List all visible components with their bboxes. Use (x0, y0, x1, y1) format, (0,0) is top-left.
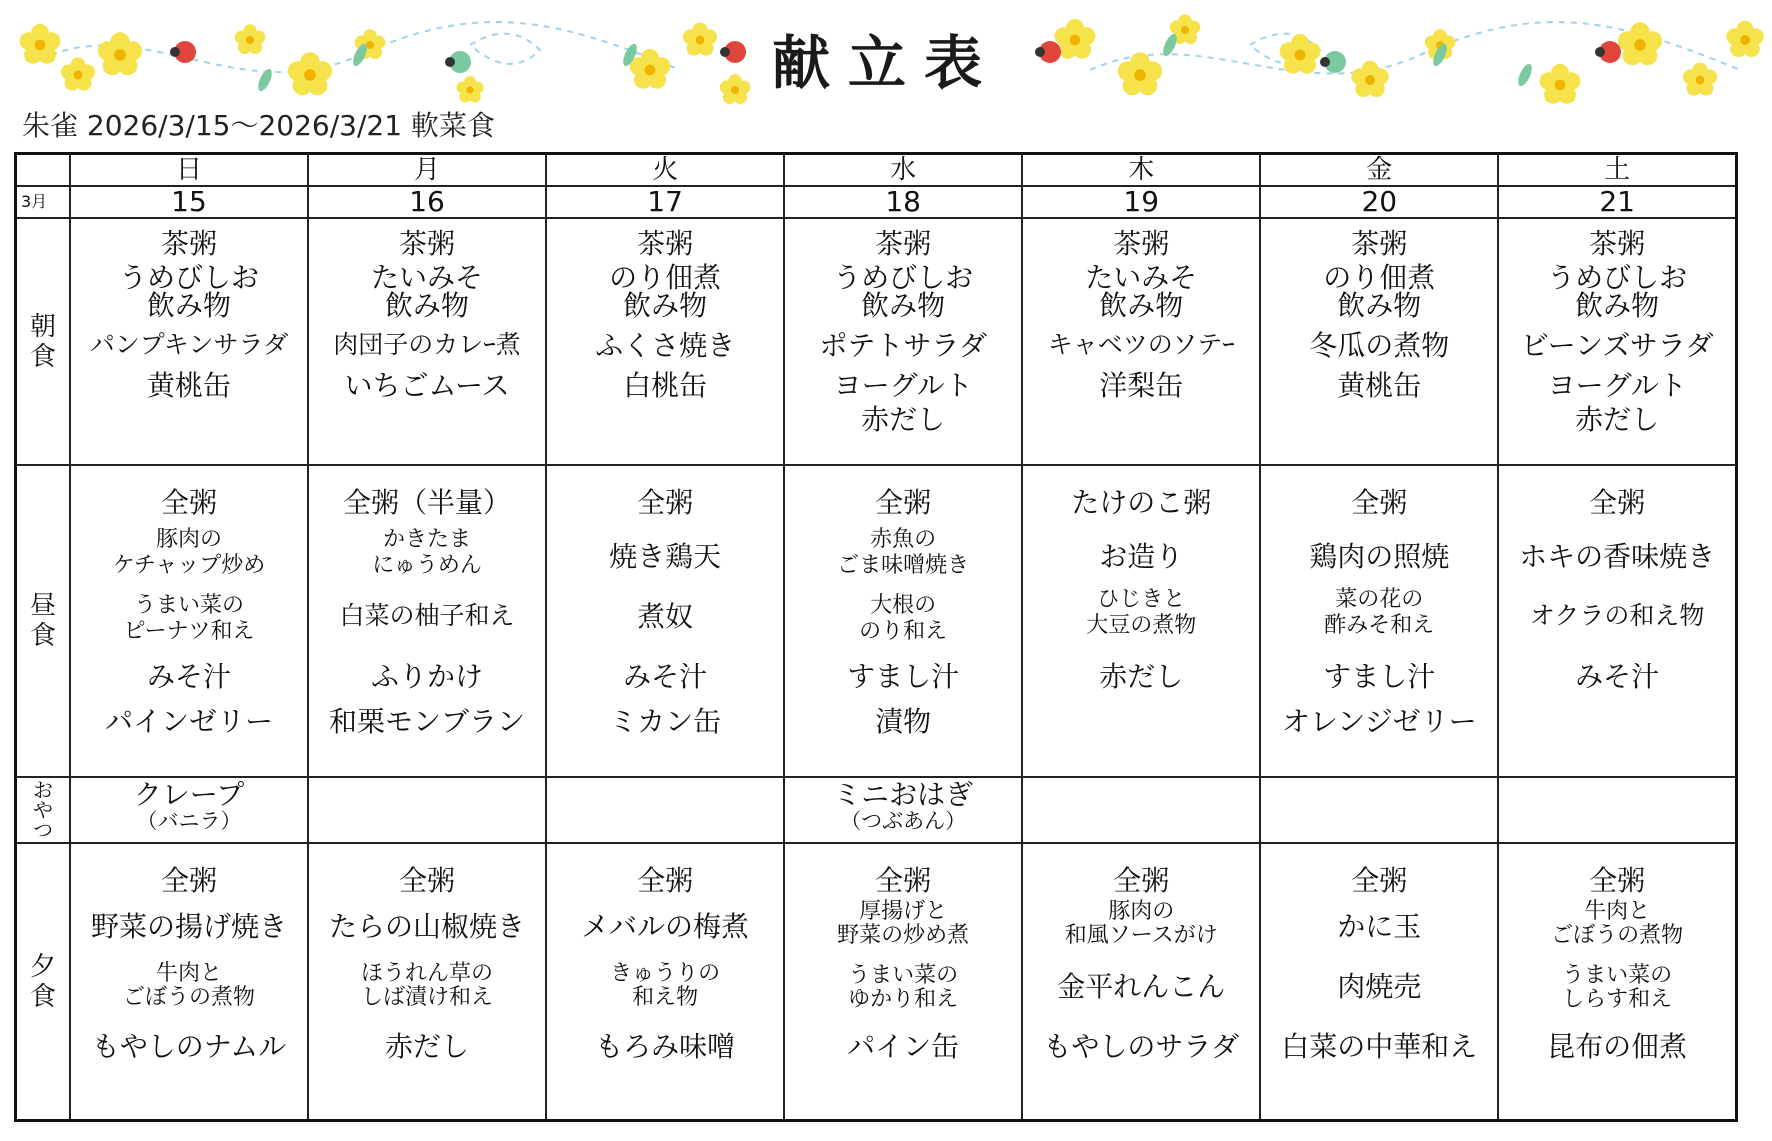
menu-item: パイン缶 (847, 1030, 960, 1063)
menu-item: たけのこ粥 (1071, 486, 1212, 519)
menu-item: うまい菜の (133, 593, 244, 618)
weekday-header: 土 (1498, 154, 1736, 187)
menu-item: 焼き鶏天 (609, 540, 722, 573)
menu-item: 全粥 (637, 486, 694, 519)
menu-item: いちごムース (344, 369, 510, 402)
snack-cell (1260, 777, 1498, 843)
menu-item: 肉焼売 (1337, 970, 1422, 1003)
date-header: 17 (546, 186, 784, 218)
breakfast-label: 朝食 (16, 218, 70, 465)
menu-item: 全粥 (160, 486, 217, 519)
menu-item: 飲み物 (623, 289, 708, 322)
menu-item: ほうれん草の (361, 961, 494, 986)
menu-item: ごま味噌焼き (837, 553, 970, 578)
menu-item: 茶粥 (1351, 227, 1408, 260)
menu-item: ヨーグルト (1547, 369, 1687, 402)
weekday-header: 日 (70, 154, 308, 187)
weekday-header: 木 (1022, 154, 1260, 187)
menu-item: のり和え (859, 619, 948, 644)
menu-item: ビーンズサラダ (1520, 329, 1714, 362)
menu-item: 野菜の揚げ焼き (90, 910, 287, 943)
menu-item: 全粥 (1589, 486, 1646, 519)
menu-item: 冬瓜の煮物 (1309, 329, 1450, 362)
weekday-header: 水 (784, 154, 1022, 187)
menu-item: 茶粥 (875, 227, 932, 260)
menu-item: ホキの香味焼き (1519, 540, 1716, 573)
menu-item: かに玉 (1337, 910, 1422, 943)
menu-item: メバルの梅煮 (581, 910, 749, 943)
weekday-header: 金 (1260, 154, 1498, 187)
date-header: 20 (1260, 186, 1498, 218)
menu-item: 全粥 (1351, 864, 1408, 897)
menu-item: 赤だし (385, 1030, 470, 1063)
menu-item: うめびしお (1547, 261, 1688, 294)
dinner-cell (1498, 843, 1736, 1121)
date-row (16, 186, 1737, 218)
menu-item: パンプキンサラダ (89, 330, 289, 359)
menu-item: うめびしお (833, 261, 974, 294)
menu-item: 豚肉の (155, 527, 222, 552)
menu-item: 飲み物 (146, 289, 231, 322)
menu-item: 飲み物 (1337, 289, 1422, 322)
breakfast-cell (1260, 218, 1498, 465)
menu-item: きゅうりの (610, 961, 721, 986)
dinner-cell (1260, 843, 1498, 1121)
lunch-cell (1260, 465, 1498, 777)
menu-item: ごぼうの煮物 (1551, 923, 1684, 948)
menu-item: 全粥 (1351, 486, 1408, 519)
menu-item: うまい菜の (848, 963, 959, 988)
menu-item: ミニおはぎ (833, 778, 974, 811)
menu-item: かきたま (383, 527, 472, 552)
page-title: 献立表 (0, 16, 1772, 100)
menu-item: ゆかり和え (848, 987, 959, 1012)
menu-item: 和風ソースがけ (1064, 923, 1218, 948)
menu-item: もやしのナムル (91, 1030, 287, 1063)
menu-item: 赤魚の (870, 527, 937, 552)
menu-item: ケチャップ炒め (112, 553, 266, 578)
menu-item: 全粥 (875, 486, 932, 519)
date-header: 19 (1022, 186, 1260, 218)
menu-item: うまい菜の (1562, 963, 1673, 988)
lunch-cell (1498, 465, 1736, 777)
menu-item: （つぶあん） (840, 809, 967, 833)
dinner-cell (784, 843, 1022, 1121)
date-header: 18 (784, 186, 1022, 218)
breakfast-cell (1022, 218, 1260, 465)
menu-item: 飲み物 (385, 289, 470, 322)
dinner-cell (1022, 843, 1260, 1121)
menu-item: （バニラ） (136, 809, 242, 833)
menu-item: 全粥（半量） (343, 486, 512, 519)
menu-item: ヨーグルト (833, 369, 973, 402)
snack-cell (70, 777, 308, 843)
snack-cell (308, 777, 546, 843)
menu-item: 厚揚げと (859, 899, 948, 924)
menu-item: みそ汁 (146, 660, 231, 693)
menu-item: 白菜の柚子和え (339, 601, 515, 630)
lunch-label: 昼食 (16, 465, 70, 777)
menu-item: 全粥 (160, 864, 217, 897)
menu-item: しば漬け和え (361, 985, 494, 1010)
menu-item: たらの山椒焼き (329, 910, 526, 943)
menu-item: 赤だし (1575, 403, 1660, 436)
weekday-header: 月 (308, 154, 546, 187)
date-header: 21 (1498, 186, 1736, 218)
menu-item: みそ汁 (1575, 660, 1660, 693)
date-header: 15 (70, 186, 308, 218)
menu-item: 肉団子のカレｰ煮 (333, 330, 521, 359)
weekday-header: 火 (546, 154, 784, 187)
menu-item: 飲み物 (1575, 289, 1660, 322)
menu-item: にゅうめん (372, 553, 482, 578)
lunch-cell (784, 465, 1022, 777)
dinner-cell (308, 843, 546, 1121)
menu-item: みそ汁 (623, 660, 708, 693)
snack-cell (1022, 777, 1260, 843)
menu-item: 昆布の佃煮 (1547, 1030, 1688, 1063)
menu-item: お造り (1099, 540, 1184, 573)
lunch-row (16, 465, 1737, 777)
breakfast-row (16, 218, 1737, 465)
menu-item: 白桃缶 (623, 369, 708, 402)
menu-item: ひじきと (1097, 587, 1186, 612)
menu-item: ごぼうの煮物 (122, 985, 255, 1010)
menu-item: 和え物 (632, 985, 699, 1010)
menu-item: 豚肉の (1108, 899, 1175, 924)
menu-item: 白菜の中華和え (1281, 1030, 1478, 1063)
menu-item: 和栗モンブラン (329, 705, 526, 738)
lunch-cell (308, 465, 546, 777)
breakfast-cell (784, 218, 1022, 465)
menu-item: 酢みそ和え (1324, 613, 1435, 638)
menu-item: 飲み物 (861, 289, 946, 322)
menu-item: 茶粥 (399, 227, 456, 260)
menu-item: 全粥 (875, 864, 932, 897)
menu-item: しらす和え (1562, 987, 1673, 1012)
date-header: 16 (308, 186, 546, 218)
menu-item: のり佃煮 (609, 261, 722, 294)
menu-item: のり佃煮 (1323, 261, 1436, 294)
menu-item: たいみそ (371, 261, 484, 294)
menu-item: 大根の (870, 593, 937, 618)
menu-item: たいみそ (1085, 261, 1198, 294)
snack-cell (784, 777, 1022, 843)
snack-cell (546, 777, 784, 843)
snack-row (16, 777, 1737, 843)
menu-item: 茶粥 (160, 227, 217, 260)
menu-item: キャベツのソテｰ (1047, 330, 1235, 359)
menu-item: オクラの和え物 (1529, 601, 1705, 630)
menu-item: 飲み物 (1099, 289, 1184, 322)
menu-item: もろみ味噌 (595, 1030, 736, 1063)
menu-item: 漬物 (875, 705, 932, 738)
snack-label: おやつ (16, 777, 70, 843)
dinner-cell (70, 843, 308, 1121)
menu-item: 茶粥 (637, 227, 694, 260)
menu-item: 茶粥 (1589, 227, 1646, 260)
menu-item: うめびしお (118, 261, 259, 294)
menu-item: 赤だし (861, 403, 946, 436)
menu-item: オレンジゼリー (1282, 705, 1477, 738)
menu-item: ふくさ焼き (595, 329, 736, 362)
menu-item: もやしのサラダ (1043, 1030, 1240, 1063)
lunch-cell (1022, 465, 1260, 777)
menu-item: 野菜の炒め煮 (837, 923, 970, 948)
menu-item: 全粥 (1589, 864, 1646, 897)
breakfast-cell (70, 218, 308, 465)
snack-cell (1498, 777, 1736, 843)
month-label: 3月 (16, 186, 70, 218)
dinner-cell (546, 843, 784, 1121)
lunch-cell (70, 465, 308, 777)
breakfast-cell (1498, 218, 1736, 465)
menu-item: 全粥 (1113, 864, 1170, 897)
menu-item: ミカン缶 (609, 705, 722, 738)
menu-item: ピーナツ和え (123, 619, 255, 644)
corner-cell (16, 154, 70, 187)
menu-item: 全粥 (637, 864, 694, 897)
lunch-cell (546, 465, 784, 777)
breakfast-cell (308, 218, 546, 465)
dinner-row (16, 843, 1737, 1121)
menu-item: 牛肉と (1584, 899, 1651, 924)
menu-period-subtitle: 朱雀 2026/3/15～2026/3/21 軟菜食 (22, 109, 495, 142)
menu-item: ふりかけ (371, 660, 484, 693)
menu-item: クレープ (133, 778, 245, 811)
menu-item: 洋梨缶 (1099, 369, 1184, 402)
menu-item: 茶粥 (1113, 227, 1170, 260)
menu-table (14, 152, 1738, 1122)
menu-item: 黄桃缶 (146, 369, 231, 402)
menu-item: 鶏肉の照焼 (1309, 540, 1450, 573)
menu-item: すまし汁 (847, 660, 960, 693)
weekday-row (16, 154, 1737, 187)
menu-item: すまし汁 (1323, 660, 1436, 693)
menu-item: 赤だし (1099, 660, 1184, 693)
dinner-label: 夕食 (16, 843, 70, 1121)
menu-item: 牛肉と (155, 961, 222, 986)
breakfast-cell (546, 218, 784, 465)
menu-item: 全粥 (399, 864, 456, 897)
menu-item: 菜の花の (1335, 587, 1424, 612)
menu-item: 金平れんこん (1057, 970, 1226, 1003)
menu-item: パインゼリー (104, 705, 273, 738)
menu-item: 黄桃缶 (1337, 369, 1422, 402)
menu-item: ポテトサラダ (819, 329, 988, 362)
menu-item: 大豆の煮物 (1086, 613, 1197, 638)
menu-item: 煮奴 (637, 600, 694, 633)
